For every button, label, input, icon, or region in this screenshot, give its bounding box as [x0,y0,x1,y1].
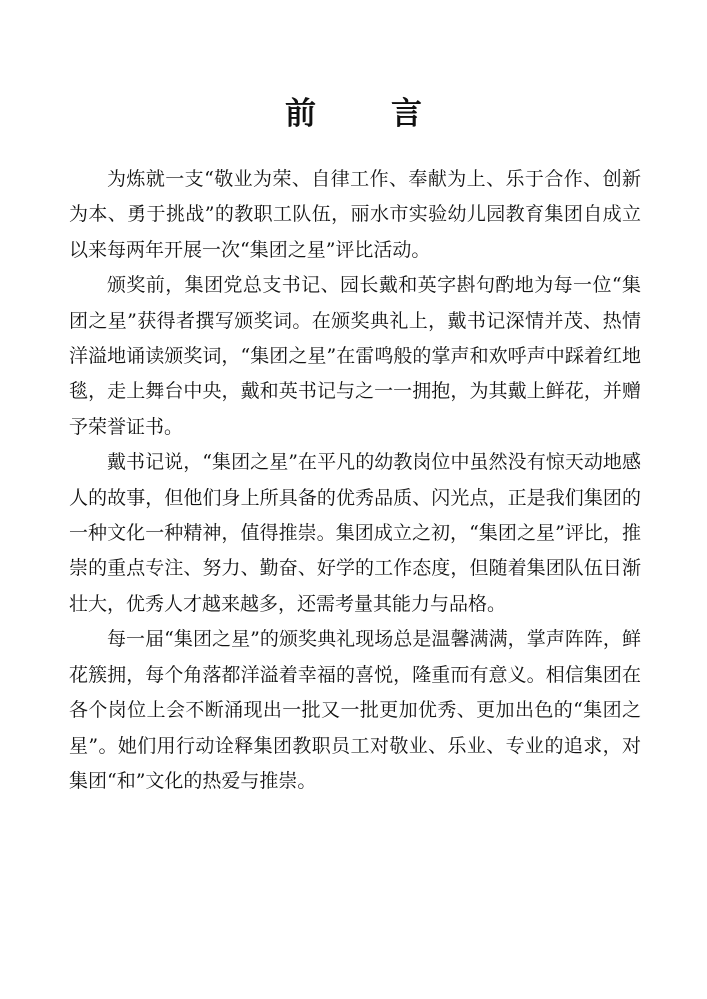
document-body [69,162,641,799]
paragraph-4: 每一届“集团之星”的颁奖典礼现场总是温馨满满，掌声阵阵，鲜花簇拥，每个角落都洋溢着幸福的喜悦，隆重而有意义。相信集团在各个岗位上会不断涌现出一批又一批更加优秀、更加出色的“集团之星”。她们用行动诠释集团教职员工对敬业、乐业、专业的追求，对集团“和”文化的热爱与推崇。 [69,628,641,792]
page-title: 前 言 [285,96,444,132]
paragraph-1: 为炼就一支“敬业为荣、自律工作、奉献为上、乐于合作、创新为本、勇于挑战”的教职工队伍，丽水市实验幼儿园教育集团自成立以来每两年开展一次“集团之星”评比活动。 [69,168,641,261]
paragraph-2: 颁奖前，集团党总支书记、园长戴和英字斟句酌地为每一位“集团之星”获得者撰写颁奖词。在颁奖典礼上，戴书记深情并茂、热情洋溢地诵读颁奖词，“集团之星”在雷鸣般的掌声和欢呼声中踩着红地毯，走上舞台中央，戴和英书记与之一一拥抱，为其戴上鲜花，并赠予荣誉证书。 [69,274,641,438]
paragraph-3: 戴书记说，“集团之星”在平凡的幼教岗位中虽然没有惊天动地感人的故事，但他们身上所具备的优秀品质、闪光点，正是我们集团的一种文化一种精神，值得推崇。集团成立之初，“集团之星”评比，推崇的重点专注、努力、勤奋、好学的工作态度，但随着集团队伍日渐壮大，优秀人才越来越多，还需考量其能力与品格。 [69,451,641,615]
